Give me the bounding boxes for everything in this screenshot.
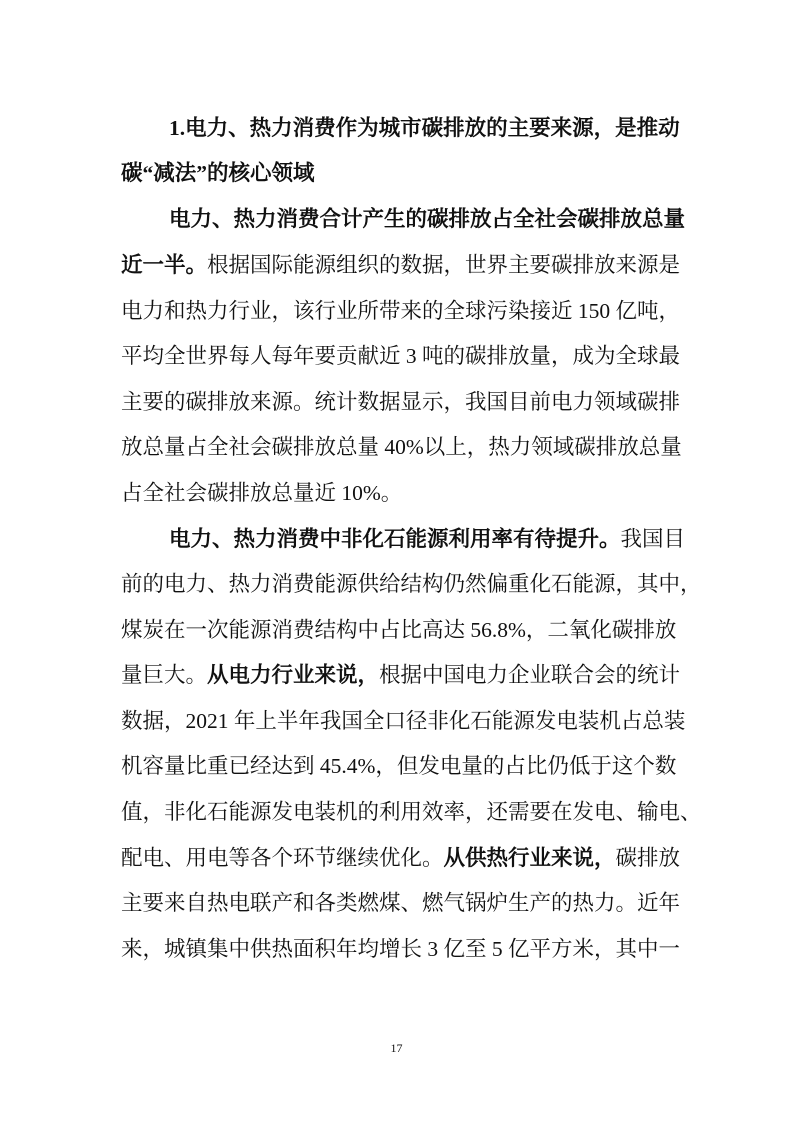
paragraph-line xyxy=(121,432,682,462)
text-run: 平均全世界每人每年要贡献近 3 吨的碳排放量，成为全球最 xyxy=(121,344,681,368)
paragraph-line xyxy=(121,478,673,508)
paragraph-line xyxy=(169,524,686,554)
paragraph-line xyxy=(121,751,677,781)
text-run: 根据中国电力企业联合会的统计 xyxy=(379,663,681,687)
paragraph-line xyxy=(121,615,677,645)
text-run: 占全社会碳排放总量近 10%。 xyxy=(121,481,403,505)
text-run: 主要的碳排放来源。统计数据显示，我国目前电力领域碳排 xyxy=(121,390,681,414)
text-run: 数据，2021 年上半年我国全口径非化石能源发电装机占总装 xyxy=(121,709,686,733)
page-number: 17 xyxy=(390,1041,403,1055)
text-run: 主要来自热电联产和各类燃煤、燃气锅炉生产的热力。近年 xyxy=(121,891,681,915)
bold-text: 碳“减法”的核心领域 xyxy=(121,161,315,185)
text-run: 放总量占全社会碳排放总量 40%以上，热力领域碳排放总量 xyxy=(121,435,682,459)
text-run: 煤炭在一次能源消费结构中占比高达 56.8%，二氧化碳排放 xyxy=(121,618,677,642)
text-run: 我国目 xyxy=(620,527,686,551)
bold-text: 从电力行业来说， xyxy=(207,663,380,687)
text-run: 前的电力、热力消费能源供给结构仍然偏重化石能源，其中， xyxy=(121,572,702,596)
text-run: 碳排放 xyxy=(615,846,681,870)
paragraph-line xyxy=(121,250,681,280)
bold-text: 1.电力、热力消费作为城市碳排放的主要来源，是推动 xyxy=(169,116,680,140)
text-run: 来，城镇集中供热面积年均增长 3 亿至 5 亿平方米，其中一 xyxy=(121,937,681,961)
bold-text: 电力、热力消费中非化石能源利用率有待提升。 xyxy=(169,527,621,551)
paragraph-line xyxy=(121,569,702,599)
paragraph-line xyxy=(121,797,702,827)
text-run: 电力和热力行业，该行业所带来的全球污染接近 150 亿吨， xyxy=(121,299,681,323)
bold-text: 从供热行业来说， xyxy=(443,846,616,870)
paragraph-line xyxy=(121,296,681,326)
section-heading-line xyxy=(169,113,680,143)
paragraph-line xyxy=(121,387,681,417)
paragraph-line xyxy=(121,934,681,964)
text-run: 机容量比重已经达到 45.4%，但发电量的占比仍低于这个数 xyxy=(121,754,677,778)
paragraph-line xyxy=(121,706,686,736)
paragraph-line xyxy=(121,341,681,371)
bold-text: 电力、热力消费合计产生的碳排放占全社会碳排放总量 xyxy=(169,207,686,231)
text-run: 根据国际能源组织的数据，世界主要碳排放来源是 xyxy=(207,253,681,277)
paragraph-line xyxy=(121,660,681,690)
text-run: 量巨大。 xyxy=(121,663,208,687)
text-run: 配电、用电等各个环节继续优化。 xyxy=(121,846,444,870)
section-heading-line xyxy=(121,158,673,188)
paragraph-line xyxy=(121,888,681,918)
text-run: 值，非化石能源发电装机的利用效率，还需要在发电、输电、 xyxy=(121,800,702,824)
paragraph-line xyxy=(121,843,681,873)
paragraph-line xyxy=(169,204,686,234)
bold-text: 近一半。 xyxy=(121,253,208,277)
